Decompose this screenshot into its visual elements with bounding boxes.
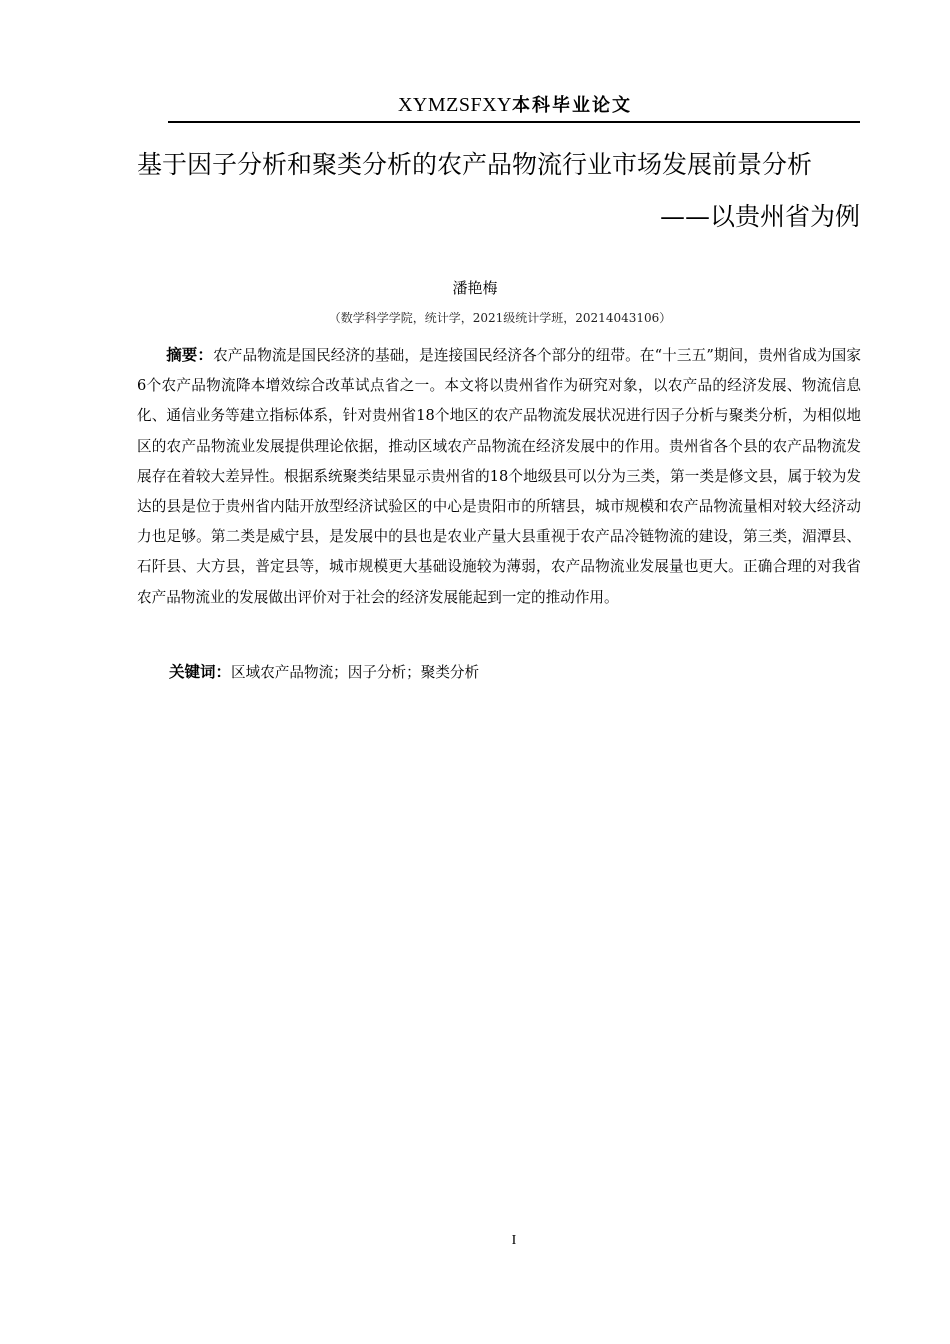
paper-subtitle: ——以贵州省为例: [659, 202, 860, 231]
paper-title: 基于因子分析和聚类分析的农产品物流行业市场发展前景分析: [137, 150, 813, 179]
keywords-label: 关键词：: [169, 663, 232, 681]
author-affiliation: （数学科学学院，统计学，2021级统计学班，20214043106）: [328, 311, 672, 325]
header-rule: [168, 121, 860, 123]
header-latin: XYMZSFXY: [397, 94, 513, 116]
running-header: [170, 92, 860, 119]
abstract-text: 农产品物流是国民经济的基础，是连接国民经济各个部分的纽带。在“十三五”期间，贵州省成为国家6个农产品物流降本增效综合改革试点省之一。本文将以贵州省作为研究对象，以农产品的经济发展、物流信息化、通信业务等建立指标体系，针对贵州省18个地区的农产品物流发展状况进行因子分析与聚类分析，为相似地区的农产品物流业发展提供理论依据，推动区域农产品物流在经济发展中的作用。贵州省各个县的农产品物流发展存在着较大差异性。根据系统聚类结果显示贵州省的18个地级县可以分为三类，第一类是修文县，属于较为发达的县是位于贵州省内陆开放型经济试验区的中心是贵阳市的所辖县，城市规模和农产品物流量相对较大经济动力也足够。第二类是威宁县，是发展中的县也是农业产量大县重视于农产品冷链物流的建设，第三类，湄潭县、石阡县、大方县，普定县等，城市规模更大基础设施较为薄弱，农产品物流业发展量也更大。正确合理的对我省农产品物流业的发展做出评价对于社会的经济发展能起到一定的推动作用。: [137, 347, 861, 606]
keywords: [169, 658, 479, 687]
header-cn: 本科毕业论文: [512, 95, 633, 116]
keywords-text: 区域农产品物流；因子分析；聚类分析: [231, 664, 480, 681]
abstract: [137, 340, 861, 613]
page-number: I: [511, 1233, 517, 1248]
abstract-label: 摘要：: [166, 346, 214, 364]
author-name: 潘艳梅: [452, 279, 498, 297]
